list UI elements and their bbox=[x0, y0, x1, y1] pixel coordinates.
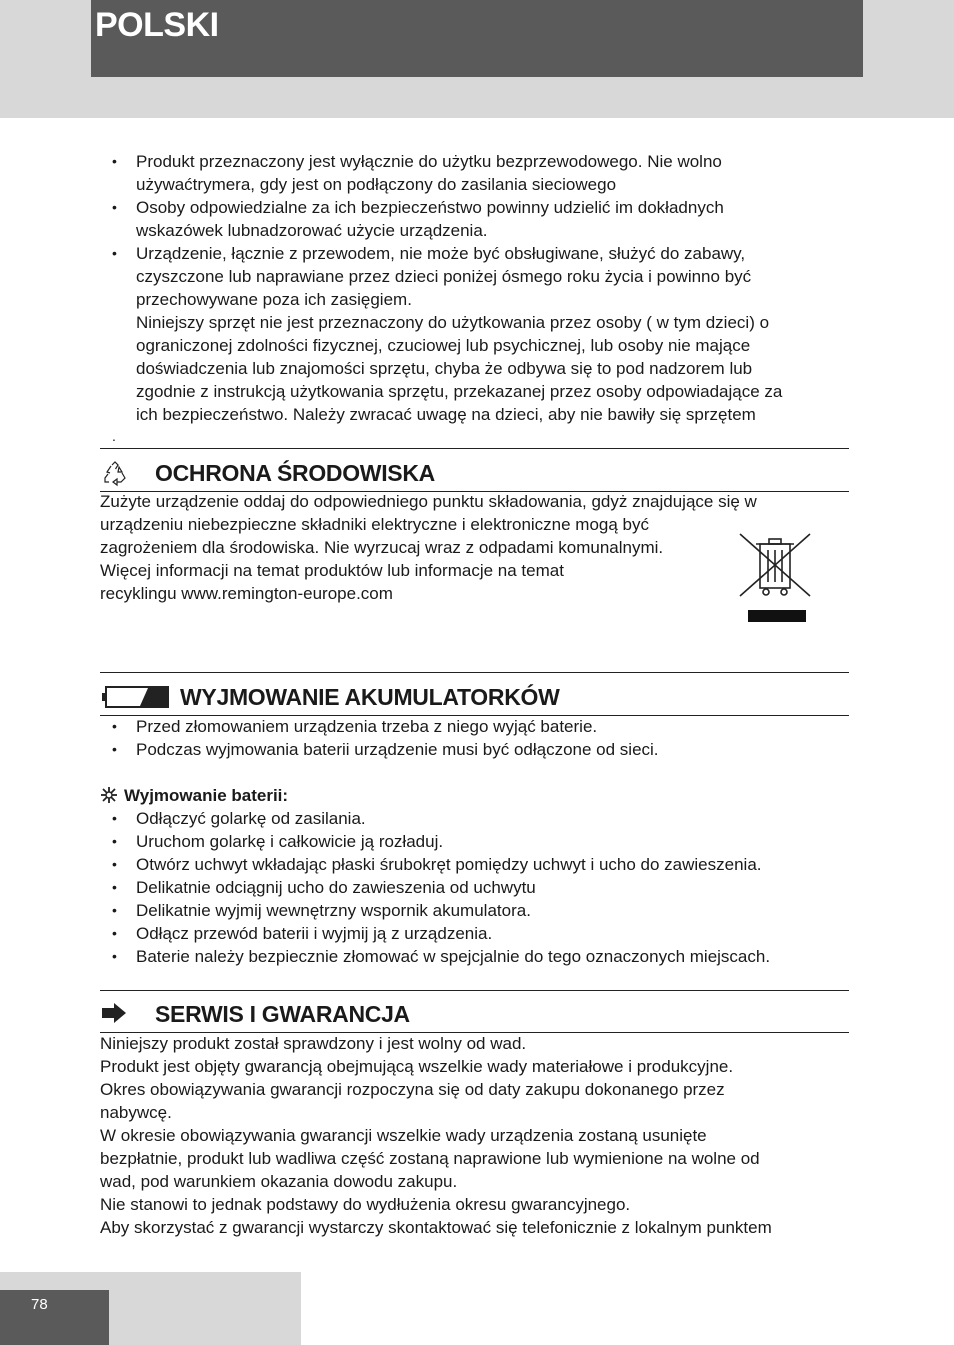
safety-list bbox=[100, 150, 860, 426]
environment-text: Zużyte urządzenie oddaj do odpowiedniego punktu składowania, gdyż znajdujące się w urządzeniu niebezpieczne składniki elektryczne i elektroniczne mogą być zagrożeniem dla środowiska. Nie wyrzucaj wraz z odpadami komunalnymi. Więcej informacji na temat produktów lub informacje na temat recyklingu www.remington-europe.com bbox=[100, 492, 757, 603]
list-item: • Przed złomowaniem urządzenia trzeba z niego wyjąć baterie. bbox=[100, 715, 860, 738]
crossed-bin-icon bbox=[738, 530, 812, 624]
list-item: • Podczas wyjmowania baterii urządzenie musi być odłączone od sieci. bbox=[100, 738, 860, 761]
service-text: Niniejszy produkt został sprawdzony i jest wolny od wad. Produkt jest objęty gwarancją obejmującą wszelkie wady materiałowe i produkcyjne. Okres obowiązywania gwarancji rozpoczyna się od daty zakupu dokonanego przez nabywcę. W okresie obowiązywania gwarancji wszelkie wady urządzenia zostaną usunięte bezpłatnie, produkt lub wadliwa część zostaną naprawione lub wymienione na wolne od wad, pod warunkiem okazania dowodu zakupu. Nie stanowi to jednak podstawy do wydłużenia okresu gwarancyjnego. Aby skorzystać z gwarancji wystarczy skontaktować się telefonicznie z lokalnym punktem bbox=[100, 1034, 772, 1237]
battery-list bbox=[100, 715, 860, 761]
list-item: • Baterie należy bezpiecznie złomować w spejcjalnie do tego oznaczonych miejscach. bbox=[100, 945, 860, 968]
list-item: • Delikatnie odciągnij ucho do zawieszenia od uchwytu bbox=[100, 876, 860, 899]
list-item: • Odłączyć golarkę od zasilania. bbox=[100, 807, 860, 830]
list-item: • Delikatnie wyjmij wewnętrzny wspornik akumulatora. bbox=[100, 899, 860, 922]
arrow-right-icon bbox=[102, 1003, 126, 1028]
section-title: WYJMOWANIE AKUMULATORKÓW bbox=[180, 684, 560, 710]
battery-icon bbox=[102, 686, 170, 713]
section-title: SERWIS I GWARANCJA bbox=[155, 1001, 410, 1027]
battery-removal-subheading: Wyjmowanie baterii: bbox=[100, 784, 288, 807]
list-item: • Otwórz uchwyt wkładając płaski śrubokręt pomiędzy uchwyt i ucho do zawieszenia. bbox=[100, 853, 860, 876]
recycle-icon bbox=[102, 461, 128, 492]
list-item: • Osoby odpowiedzialne za ich bezpieczeństwo powinny udzielić im dokładnych wskazówek lubnadzorować użycie urządzenia. bbox=[100, 196, 860, 242]
star-icon bbox=[100, 784, 124, 807]
page-number: 78 bbox=[31, 1296, 48, 1313]
list-item: • Uruchom golarkę i całkowicie ją rozładuj. bbox=[100, 830, 860, 853]
section-divider bbox=[100, 448, 849, 449]
page-title: POLSKI bbox=[95, 6, 219, 44]
environment-heading bbox=[100, 452, 849, 492]
section-title: OCHRONA ŚRODOWISKA bbox=[155, 460, 435, 486]
list-item: • Produkt przeznaczony jest wyłącznie do użytku bezprzewodowego. Nie wolno używaćtrymera, gdy jest on podłączony do zasilania sieciowego bbox=[100, 150, 860, 196]
section-divider bbox=[100, 672, 849, 673]
list-item: • Urządzenie, łącznie z przewodem, nie może być obsługiwane, służyć do zabawy, czyszczone lub naprawiane przez dzieci poniżej ósmego roku życia i powinno być przechowywane poza ich zasięgiem. bbox=[100, 242, 860, 311]
battery-heading bbox=[100, 676, 849, 716]
page-number-box bbox=[0, 1290, 109, 1345]
service-heading bbox=[100, 993, 849, 1033]
section-divider bbox=[100, 990, 849, 991]
list-item: • Odłącz przewód baterii i wyjmij ją z urządzenia. bbox=[100, 922, 860, 945]
language-title-bar bbox=[91, 0, 863, 77]
list-item: Niniejszy sprzęt nie jest przeznaczony do użytkowania przez osoby ( w tym dzieci) o ograniczonej zdolności fizycznej, czuciowej lub psychicznej, lub osoby nie mające doświadczenia lub znajomości sprzętu, chyba że odbywa się to pod nadzorem lub zgodnie z instrukcją użytkowania sprzętu, przekazanej przez osoby odpowiadające za ich bezpieczeństwo. Należy zwracać uwagę na dzieci, aby nie bawiły się sprzętem bbox=[136, 313, 783, 424]
trailing-dot: . bbox=[112, 428, 116, 444]
battery-steps-list bbox=[100, 807, 860, 968]
